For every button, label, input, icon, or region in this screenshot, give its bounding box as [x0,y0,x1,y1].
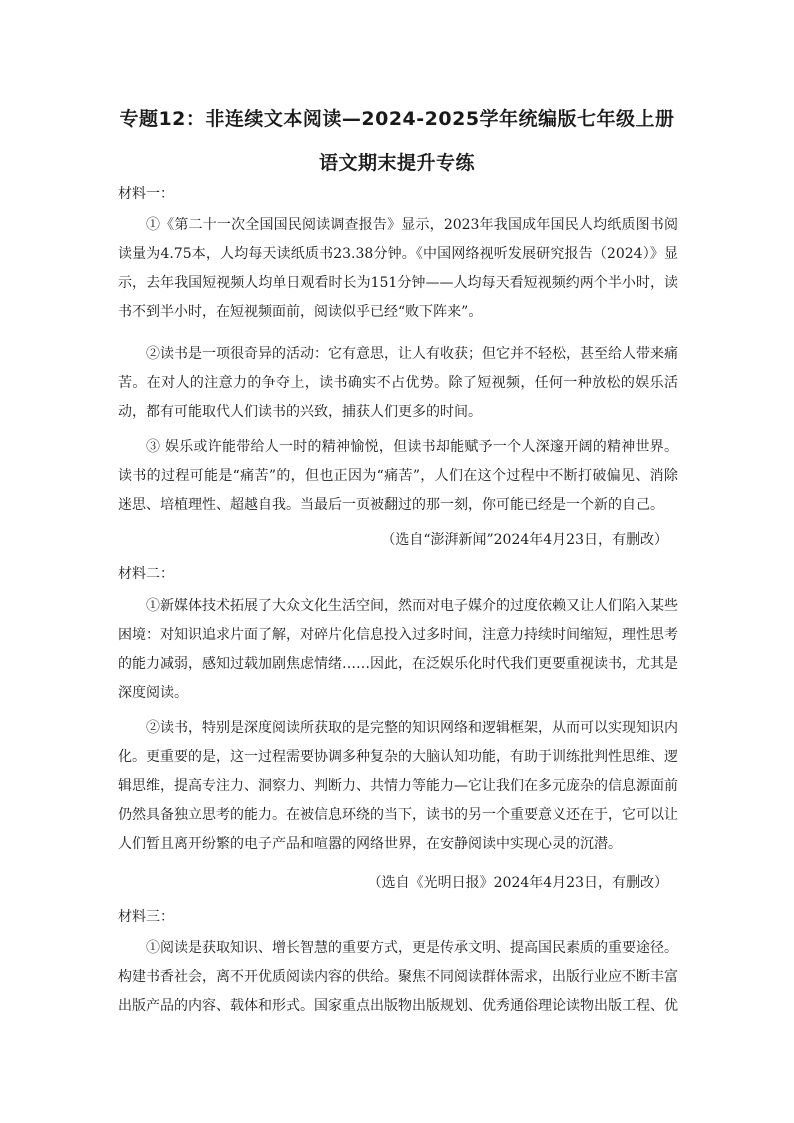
material-1-paragraph-3: ③ 娱乐或许能带给人一时的精神愉悦，但读书却能赋予一个人深邃开阔的精神世界。读书的过程可能是“痛苦”的，但也正因为“痛苦”，人们在这个过程中不断打破偏见、消除迷思、培植理性、超越自我。当最后一页被翻过的那一刻，你可能已经是一个新的自己。 [118,439,678,513]
material-3-paragraph-1: ①阅读是获取知识、增长智慧的重要方式，更是传承文明、提高国民素质的重要途径。构建书香社会，离不开优质阅读内容的供给。聚焦不同阅读群体需求，出版行业应不断丰富出版产品的内容、载体和形式。国家重点出版物出版规划、优秀通俗理论读物出版工程、优 [118,940,678,1014]
material-2-heading: 材料二： [118,566,174,582]
material-2-source: （选自《光明日报》2024年4月23日，有删改） [367,875,668,891]
material-1-heading: 材料一： [118,186,174,202]
material-1-source: （选自“澎湃新闻”2024年4月23日，有删改） [381,532,668,548]
material-2-paragraph-2: ②读书，特别是深度阅读所获取的是完整的知识网络和逻辑框架，从而可以实现知识内化。更重要的是，这一过程需要协调多种复杂的大脑认知功能，有助于训练批判性思维、逻辑思维，提高专注力、洞察力、判断力、共情力等能力—它让我们在多元庞杂的信息源面前仍然具备独立思考的能力。在被信息环绕的当下，读书的另一个重要意义还在于，它可以让人们暂且离开纷繁的电子产品和喧嚣的网络世界，在安静阅读中实现心灵的沉潜。 [118,720,678,852]
document-title: 专题12：非连续文本阅读—2024-2025学年统编版七年级上册 [119,108,675,130]
material-3-heading: 材料三： [118,909,174,925]
document-subtitle: 语文期末提升专练 [318,152,475,174]
material-1-paragraph-2: ②读书是一项很奇异的活动：它有意思，让人有收获；但它并不轻松，甚至给人带来痛苦。在对人的注意力的争夺上，读书确实不占优势。除了短视频，任何一种放松的娱乐活动，都有可能取代人们读书的兴致，捕获人们更多的时间。 [118,346,678,420]
material-1-paragraph-1: ①《第二十一次全国国民阅读调查报告》显示，2023年我国成年国民人均纸质图书阅读量为4.75本，人均每天读纸质书23.38分钟。《中国网络视听发展研究报告（2024）》显示，去年我国短视频人均单日观看时长为151分钟——人均每天看短视频约两个半小时，读书不到半小时，在短视频面前，阅读似乎已经“败下阵来”。 [118,217,678,320]
material-2-paragraph-1: ①新媒体技术拓展了大众文化生活空间，然而对电子媒介的过度依赖又让人们陷入某些困境：对知识追求片面了解，对碎片化信息投入过多时间，注意力持续时间缩短，理性思考的能力减弱，感知过载加剧焦虑情绪……因此，在泛娱乐化时代我们更要重视读书，尤其是深度阅读。 [118,598,678,701]
